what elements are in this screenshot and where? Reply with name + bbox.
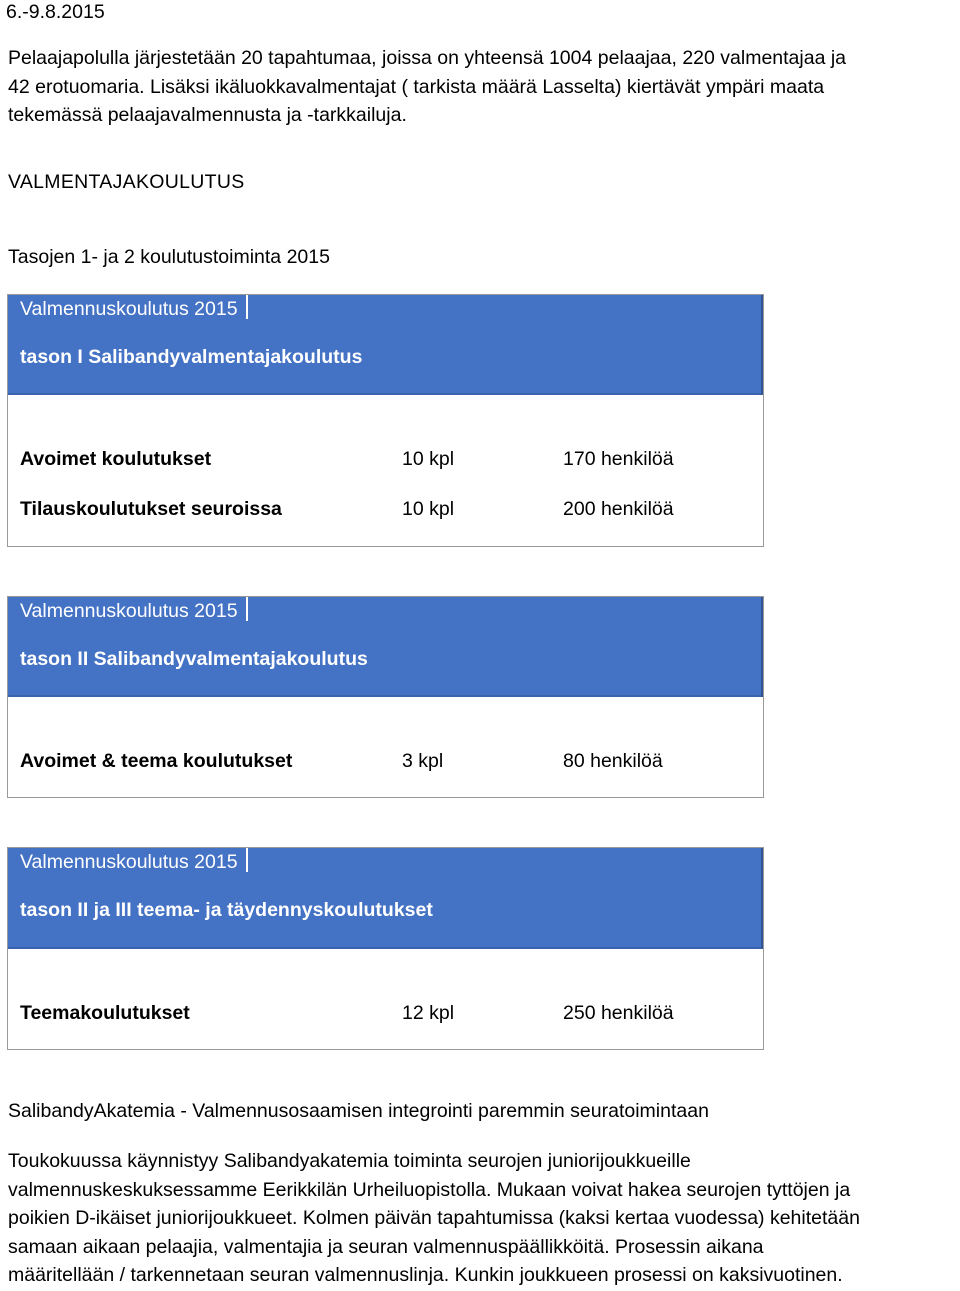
row-count: 3 kpl [402,750,444,772]
title-separator [246,597,248,621]
date-line: 6.-9.8.2015 [6,1,105,23]
table-row [8,999,763,1027]
box-title: Valmennuskoulutus 2015 [20,597,248,625]
title-separator [246,848,248,872]
row-name: Avoimet & teema koulutukset [20,750,293,772]
row-count: 10 kpl [402,448,455,470]
intro-paragraph: Pelaajapolulla järjestetään 20 tapahtumaa, joissa on yhteensä 1004 pelaajaa, 220 valmentajaa ja 42 erotuomaria. Lisäksi ikäluokkavalmentajat ( tarkista määrä Lasselta) kiertävät ympäri maata tekemässä pelaajavalmennusta ja -tarkkailuja. [8,47,847,126]
training-box-level-2 [7,596,764,798]
box-title: Valmennuskoulutus 2015 [20,295,248,323]
section-heading: VALMENTAJAKOULUTUS [8,171,245,193]
akatemia-heading: SalibandyAkatemia - Valmennusosaamisen integrointi paremmin seuratoimintaan [8,1100,709,1122]
training-box-level-1 [7,294,764,547]
table-row [8,495,763,523]
row-name: Tilauskoulutukset seuroissa [20,498,282,520]
table-row [8,747,763,775]
box-header [8,295,763,395]
box-header [8,597,763,697]
row-people: 80 henkilöä [563,750,663,772]
subheading: Tasojen 1- ja 2 koulutustoiminta 2015 [8,246,330,268]
row-name: Avoimet koulutukset [20,448,212,470]
box-subtitle: tason II Salibandyvalmentajakoulutus [20,648,368,670]
row-count: 10 kpl [402,498,455,520]
title-separator [246,295,248,319]
akatemia-paragraph: Toukokuussa käynnistyy Salibandyakatemia toiminta seurojen juniorijoukkueille valmennuskeskuksessamme Eerikkilän Urheiluopistolla. Mukaan voivat hakea seurojen tyttöjen ja poikien D-ikäiset juniorijoukkueet. Kolmen päivän tapahtumissa (kaksi kertaa vuodessa) kehitetään samaan aikaan pelaajia, valmentajia ja seuran valmennuspäällikköitä. Prosessin aikana määritellään / tarkennetaan seuran valmennuslinja. Kunkin joukkueen prosessi on kaksivuotinen. [8,1150,860,1286]
box-title: Valmennuskoulutus 2015 [20,848,248,876]
row-name: Teemakoulutukset [20,1002,190,1024]
box-subtitle: tason II ja III teema- ja täydennyskoulutukset [20,899,433,921]
box-subtitle: tason I Salibandyvalmentajakoulutus [20,346,363,368]
box-header [8,848,763,949]
training-box-level-2-3 [7,847,764,1050]
table-row [8,445,763,473]
row-people: 200 henkilöä [563,498,674,520]
row-count: 12 kpl [402,1002,455,1024]
row-people: 170 henkilöä [563,448,674,470]
row-people: 250 henkilöä [563,1002,674,1024]
